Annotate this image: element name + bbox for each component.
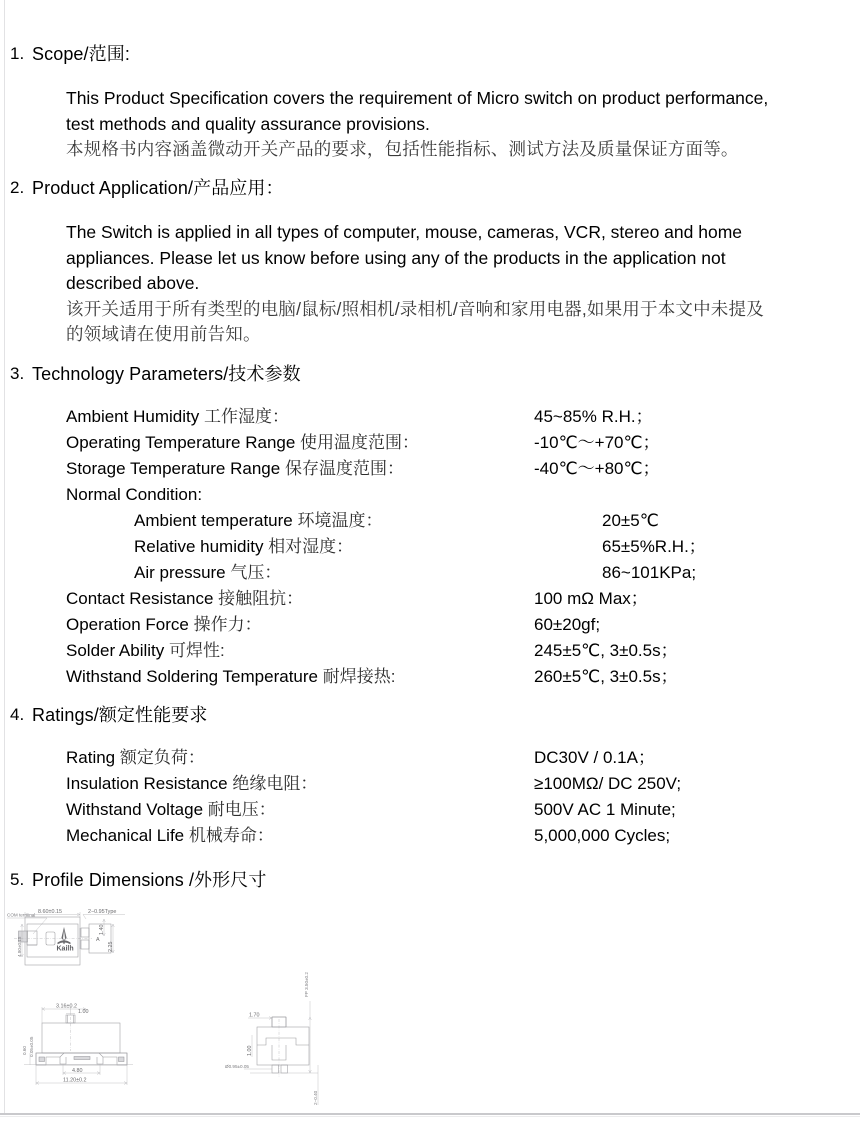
section-scope-heading <box>0 42 860 66</box>
parameter-row <box>66 508 856 534</box>
drawing-label-dim-140: 1.40 <box>99 924 105 935</box>
profile-dimensions-drawing <box>0 905 360 1110</box>
section-title: Scope/范围: <box>32 44 130 64</box>
parameter-label <box>66 482 534 508</box>
parameter-label-cn: 操作力： <box>188 615 262 634</box>
drawing-label-coplanarity: 0.05±0.05 <box>29 1036 34 1057</box>
drawing-label-body-height: 1.00 <box>247 1045 253 1056</box>
section-technology-parameters <box>0 362 860 690</box>
parameter-label <box>66 586 534 612</box>
parameter-label-en: Ambient temperature <box>134 511 293 530</box>
paragraph-line: described above. <box>66 273 200 293</box>
parameter-label-en: Mechanical Life <box>66 826 185 845</box>
parameter-value: -40℃～+80℃； <box>534 459 660 478</box>
parameter-value: 86~101KPa; <box>602 563 697 582</box>
section-technology-parameters-heading <box>0 362 860 386</box>
paragraph-line-cn: 本规格书内容涵盖微动开关产品的要求，包括性能指标、测试方法及质量保证方面等。 <box>66 139 739 159</box>
drawing-label-dim-225: 2.25 <box>108 941 114 952</box>
parameter-label <box>66 404 534 430</box>
paragraph-line-cn: 该开关适用于所有类型的电脑/鼠标/照相机/录相机/音响和家用电器,如果用于本文中未提及 <box>66 298 764 319</box>
section-product-application-body <box>66 220 858 348</box>
section-title: Product Application/产品应用： <box>32 178 284 198</box>
parameter-row <box>66 430 856 456</box>
paragraph-line: The Switch is applied in all types of computer, mouse, cameras, VCR, stereo and home <box>66 222 743 242</box>
parameter-label-cn: 耐电压： <box>203 800 276 819</box>
parameter-label-cn: 绝缘电阻： <box>227 774 318 793</box>
drawing-label-com-terminal: COM terminal <box>7 912 36 918</box>
parameter-value: DC30V / 0.1A； <box>534 748 655 767</box>
parameter-label-cn: 环境温度： <box>292 511 383 530</box>
parameter-label <box>66 823 534 849</box>
drawing-label-free-position: FP 3.50±0.2 <box>304 972 309 997</box>
section-ratings-heading <box>0 703 860 727</box>
parameter-label-en: Air pressure <box>134 563 226 582</box>
parameter-label <box>66 508 602 534</box>
section-profile-dimensions-heading <box>0 868 860 892</box>
drawing-label-pin-pitch: 2−0.95Type <box>88 909 117 915</box>
drawing-label-detail-a: A <box>96 937 100 943</box>
drawing-label-actuator-width: 1.00 <box>78 1009 89 1015</box>
page-border-bottom-shadow <box>0 1116 860 1117</box>
parameter-row <box>66 638 856 664</box>
parameter-label-cn: 相对湿度： <box>263 537 354 556</box>
parameter-label <box>66 638 534 664</box>
parameter-value: 245±5℃, 3±0.5s； <box>534 641 678 660</box>
parameter-label-cn: 机械寿命： <box>184 826 274 845</box>
parameter-row <box>66 404 856 430</box>
drawing-label-actuator-height: 1.70 <box>249 1012 260 1019</box>
parameter-value: 5,000,000 Cycles; <box>534 826 671 845</box>
parameter-label-en: Rating <box>66 748 116 767</box>
parameter-label-cn: 保存温度范围： <box>280 459 404 478</box>
parameter-value: 260±5℃, 3±0.5s； <box>534 667 678 686</box>
parameter-label-en: Contact Resistance <box>66 589 214 608</box>
parameter-row <box>66 456 856 482</box>
parameter-label <box>66 664 534 690</box>
drawing-label-standoff: 0.60 <box>22 1046 27 1055</box>
parameter-row <box>66 797 856 823</box>
parameter-label <box>66 430 534 456</box>
section-number: 4. <box>10 705 25 724</box>
section-scope-body <box>66 86 858 163</box>
section-scope <box>0 42 860 163</box>
parameter-label <box>66 771 534 797</box>
ratings-list <box>66 745 856 849</box>
technology-parameters-list <box>66 404 856 690</box>
parameter-label-en: Solder Ability <box>66 641 165 660</box>
drawing-label-actuator-pos: 3.16±0.2 <box>56 1003 77 1010</box>
page-border-bottom <box>0 1113 860 1115</box>
parameter-label-cn: 耐焊接热: <box>318 667 396 686</box>
brand-logo-text: Kailh <box>56 945 74 953</box>
kailh-logo-mark <box>58 927 71 944</box>
parameter-label-en: Storage Temperature Range <box>66 459 281 478</box>
section-product-application-heading <box>0 176 860 200</box>
section-profile-dimensions <box>0 868 860 892</box>
drawing-label-pin-thickness: 2−0.40 <box>313 1090 318 1105</box>
parameter-row <box>66 745 856 771</box>
parameter-row <box>66 560 856 586</box>
paragraph-line: appliances. Please let us know before using any of the products in the application not <box>66 247 726 268</box>
section-number: 5. <box>10 870 25 889</box>
parameter-row <box>66 586 856 612</box>
parameter-label-cn: 气压： <box>225 563 282 582</box>
section-title: Technology Parameters/技术参数 <box>32 364 301 384</box>
parameter-row <box>66 534 856 560</box>
parameter-value: 65±5%R.H.； <box>602 537 706 556</box>
section-number: 1. <box>10 44 25 63</box>
parameter-label-en: Operation Force <box>66 615 189 634</box>
drawing-label-pin-span: 4.80 <box>72 1068 83 1074</box>
paragraph-line: test methods and quality assurance provisions. <box>66 113 430 134</box>
parameter-label-cn: 工作湿度： <box>199 407 289 426</box>
parameter-value: 45~85% R.H.； <box>534 407 653 426</box>
parameter-label-cn: 额定负荷： <box>115 748 205 767</box>
parameter-label-en: Operating Temperature Range <box>66 433 296 452</box>
parameter-label-en: Ambient Humidity <box>66 407 200 426</box>
section-title: Profile Dimensions /外形尺寸 <box>32 870 267 890</box>
parameter-row <box>66 482 856 508</box>
parameter-label-cn: 接触阻抗： <box>213 589 304 608</box>
parameter-label <box>66 456 534 482</box>
parameter-value: -10℃～+70℃； <box>534 433 660 452</box>
parameter-label <box>66 745 534 771</box>
parameter-label-cn: 使用温度范围： <box>295 433 420 452</box>
parameter-row <box>66 771 856 797</box>
section-number: 2. <box>10 178 25 197</box>
parameter-label <box>66 534 602 560</box>
parameter-label-en: Insulation Resistance <box>66 774 228 793</box>
parameter-value: 60±20gf; <box>534 615 601 634</box>
drawing-label-top-height: 4.80±0.15 <box>17 936 22 957</box>
drawing-label-total-width: 11.20±0.2 <box>63 1077 87 1084</box>
parameter-row <box>66 823 856 849</box>
section-ratings <box>0 703 860 849</box>
drawing-label-top-width: 8.60±0.15 <box>38 909 62 915</box>
parameter-value <box>534 482 856 508</box>
parameter-row <box>66 612 856 638</box>
parameter-label-en: Withstand Voltage <box>66 800 204 819</box>
drawing-label-pin-diameter: Ø0.95±0.05 <box>225 1064 249 1069</box>
paragraph-line: This Product Specification covers the requirement of Micro switch on product performance, <box>66 88 769 108</box>
parameter-label-en: Withstand Soldering Temperature <box>66 667 318 686</box>
parameter-row <box>66 664 856 690</box>
parameter-value: 20±5℃ <box>602 511 659 530</box>
paragraph-line-cn: 的领域请在使用前告知。 <box>66 324 261 344</box>
parameter-value: 100 mΩ Max； <box>534 589 648 608</box>
section-title: Ratings/额定性能要求 <box>32 705 208 725</box>
parameter-label-cn: 可焊性: <box>164 641 225 660</box>
parameter-label <box>66 797 534 823</box>
parameter-label-en: Relative humidity <box>134 537 264 556</box>
parameter-label <box>66 560 602 586</box>
parameter-value: 500V AC 1 Minute; <box>534 800 676 819</box>
parameter-value: ≥100MΩ/ DC 250V; <box>534 774 682 793</box>
section-product-application <box>0 176 860 348</box>
section-number: 3. <box>10 364 25 383</box>
parameter-label-en: Normal Condition: <box>66 485 203 504</box>
parameter-label <box>66 612 534 638</box>
